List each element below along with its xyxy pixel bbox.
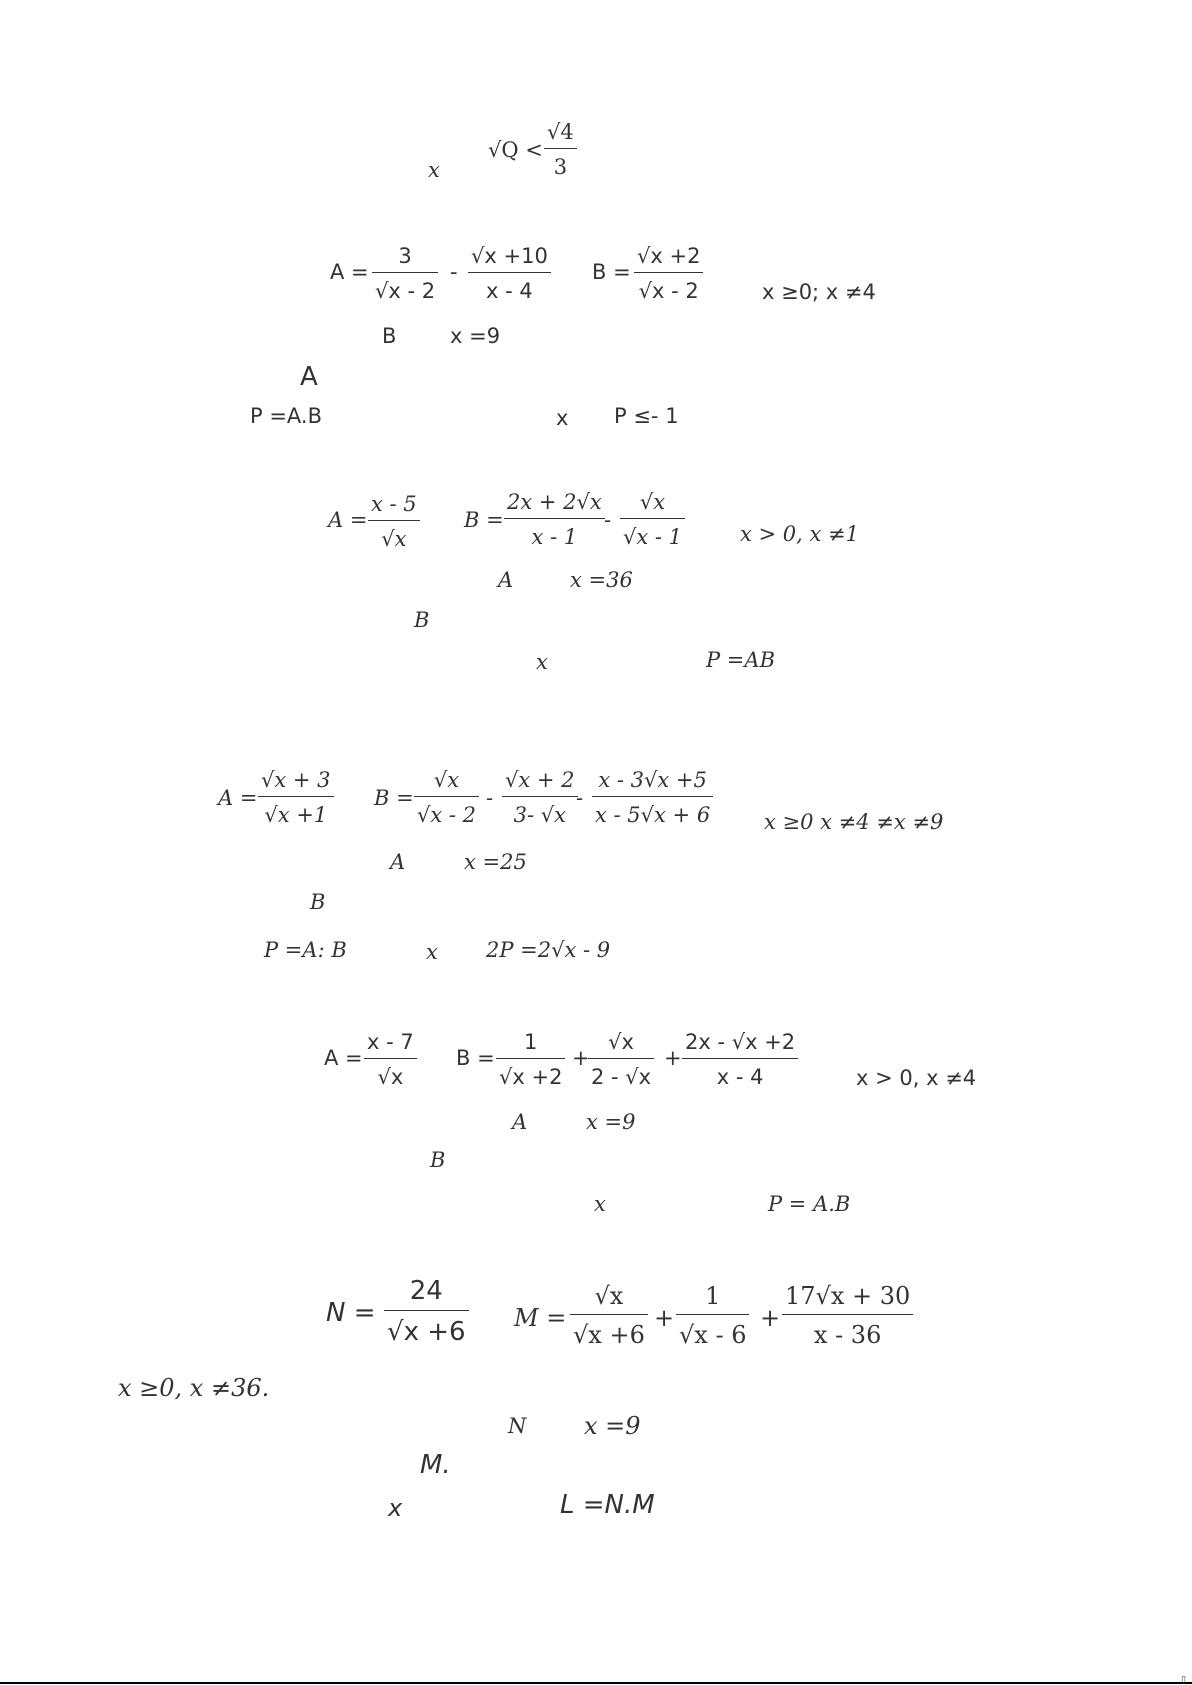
fraction-numerator: 2x - √x +2 (685, 1030, 796, 1054)
math-token: x =9 (584, 1412, 641, 1440)
fraction-denominator: √x +1 (264, 803, 328, 827)
fraction (468, 244, 551, 303)
condition: x ≥0; x ≠4 (762, 280, 876, 304)
var-x: x (428, 158, 440, 182)
expr-a-lhs: A = (324, 1046, 363, 1070)
math-token: B (310, 890, 326, 914)
math-token: x (594, 1192, 606, 1216)
fraction-numerator: √x +10 (471, 244, 548, 268)
fraction (502, 768, 578, 827)
fraction (258, 768, 334, 827)
math-token: A (390, 850, 406, 874)
fraction-denominator: √x (381, 527, 407, 551)
minus-sign: - (604, 508, 612, 532)
fraction (384, 1276, 469, 1347)
fraction-numerator: √x (433, 768, 460, 792)
math-token: P =A: B (264, 938, 347, 962)
math-token: x (556, 406, 569, 430)
condition: x > 0, x ≠4 (856, 1066, 977, 1090)
expr-a-lhs: A = (218, 786, 258, 810)
fraction-denominator: 2 - √x (591, 1065, 652, 1089)
fraction-numerator: √x + 2 (505, 768, 575, 792)
fraction-numerator: √x (608, 1030, 634, 1054)
expr-a-lhs: A = (330, 260, 369, 284)
plus-sign: + (572, 1046, 590, 1070)
fraction (544, 120, 577, 179)
math-token: A (498, 568, 514, 592)
fraction-denominator: √x - 2 (417, 803, 477, 827)
fraction-denominator: x - 1 (531, 525, 578, 549)
math-token: 2P =2√x - 9 (486, 938, 611, 962)
corner-mark: ▯ (1181, 1675, 1186, 1685)
page-bottom-rule (0, 1682, 1192, 1684)
math-token: M. (420, 1450, 451, 1480)
fraction (588, 1030, 654, 1089)
math-token: x (536, 650, 548, 674)
fraction-numerator: 3 (398, 244, 412, 268)
fraction-numerator: 24 (409, 1276, 443, 1306)
plus-sign: + (664, 1046, 682, 1070)
condition: x > 0, x ≠1 (740, 522, 859, 546)
fraction (364, 1030, 417, 1089)
fraction (634, 244, 703, 303)
fraction-denominator: x - 4 (486, 279, 533, 303)
fraction-denominator: √x - 6 (679, 1321, 747, 1349)
fraction-numerator: x - 3√x +5 (598, 768, 707, 792)
math-token: B (382, 324, 397, 348)
fraction (372, 244, 438, 303)
math-token: A (300, 362, 318, 392)
fraction-numerator: √4 (547, 120, 574, 144)
fraction-numerator: 17√x + 30 (785, 1282, 911, 1310)
fraction (620, 490, 685, 549)
fraction-denominator: √x (377, 1065, 404, 1089)
fraction-numerator: √x (639, 490, 666, 514)
math-token: A (512, 1110, 528, 1134)
inequality-left: √Q < (488, 138, 543, 162)
fraction-denominator: √x - 2 (638, 279, 699, 303)
expr-b-lhs: B = (374, 786, 414, 810)
minus-sign: - (576, 786, 584, 810)
math-token: x (426, 940, 438, 964)
fraction-numerator: √x + 3 (261, 768, 331, 792)
math-token: N (508, 1414, 527, 1438)
expr-b-lhs: B = (592, 260, 631, 284)
fraction (592, 768, 713, 827)
math-token: x =36 (570, 568, 633, 592)
fraction-denominator: √x +6 (573, 1321, 645, 1349)
fraction-numerator: 2x + 2√x (507, 490, 602, 514)
math-token: B (430, 1148, 446, 1172)
fraction-denominator: √x +2 (499, 1065, 563, 1089)
math-token: x =9 (586, 1110, 636, 1134)
fraction (570, 1282, 648, 1349)
fraction (414, 768, 479, 827)
condition: x ≥0, x ≠36. (118, 1374, 270, 1402)
math-token: P ≤- 1 (614, 404, 679, 428)
expr-b-lhs: B = (464, 508, 504, 532)
fraction-denominator: x - 36 (813, 1321, 882, 1349)
fraction-numerator: √x (594, 1282, 624, 1310)
fraction-numerator: 1 (705, 1282, 721, 1310)
fraction (676, 1282, 749, 1349)
fraction-denominator: 3- √x (513, 803, 566, 827)
fraction (368, 492, 420, 551)
fraction-denominator: x - 5√x + 6 (595, 803, 711, 827)
fraction-numerator: x - 5 (371, 492, 417, 516)
fraction (504, 490, 605, 549)
expr-b-lhs: B = (456, 1046, 495, 1070)
plus-sign: + (654, 1304, 675, 1332)
math-token: x (388, 1494, 403, 1522)
fraction-numerator: x - 7 (367, 1030, 414, 1054)
math-token: P =AB (706, 648, 775, 672)
expr-m-lhs: M = (514, 1304, 567, 1332)
fraction-denominator: √x - 1 (623, 525, 683, 549)
fraction-denominator: √x - 2 (375, 279, 436, 303)
expr-a-lhs: A = (328, 508, 368, 532)
fraction (496, 1030, 565, 1089)
fraction-denominator: √x +6 (387, 1317, 466, 1347)
minus-sign: - (450, 260, 458, 284)
math-token: x =25 (464, 850, 527, 874)
math-token: L =N.M (560, 1490, 655, 1520)
math-token: P =A.B (250, 404, 323, 428)
fraction (682, 1030, 798, 1089)
fraction-numerator: 1 (524, 1030, 538, 1054)
plus-sign: + (760, 1304, 781, 1332)
fraction-numerator: √x +2 (637, 244, 701, 268)
fraction-denominator: 3 (553, 155, 568, 179)
condition: x ≥0 x ≠4 ≠x ≠9 (764, 810, 944, 834)
fraction (782, 1282, 913, 1349)
math-token: P = A.B (768, 1192, 851, 1216)
expr-n-lhs: N = (326, 1298, 376, 1328)
math-token: B (414, 608, 430, 632)
math-token: x =9 (450, 324, 501, 348)
minus-sign: - (486, 786, 494, 810)
fraction-denominator: x - 4 (716, 1065, 764, 1089)
